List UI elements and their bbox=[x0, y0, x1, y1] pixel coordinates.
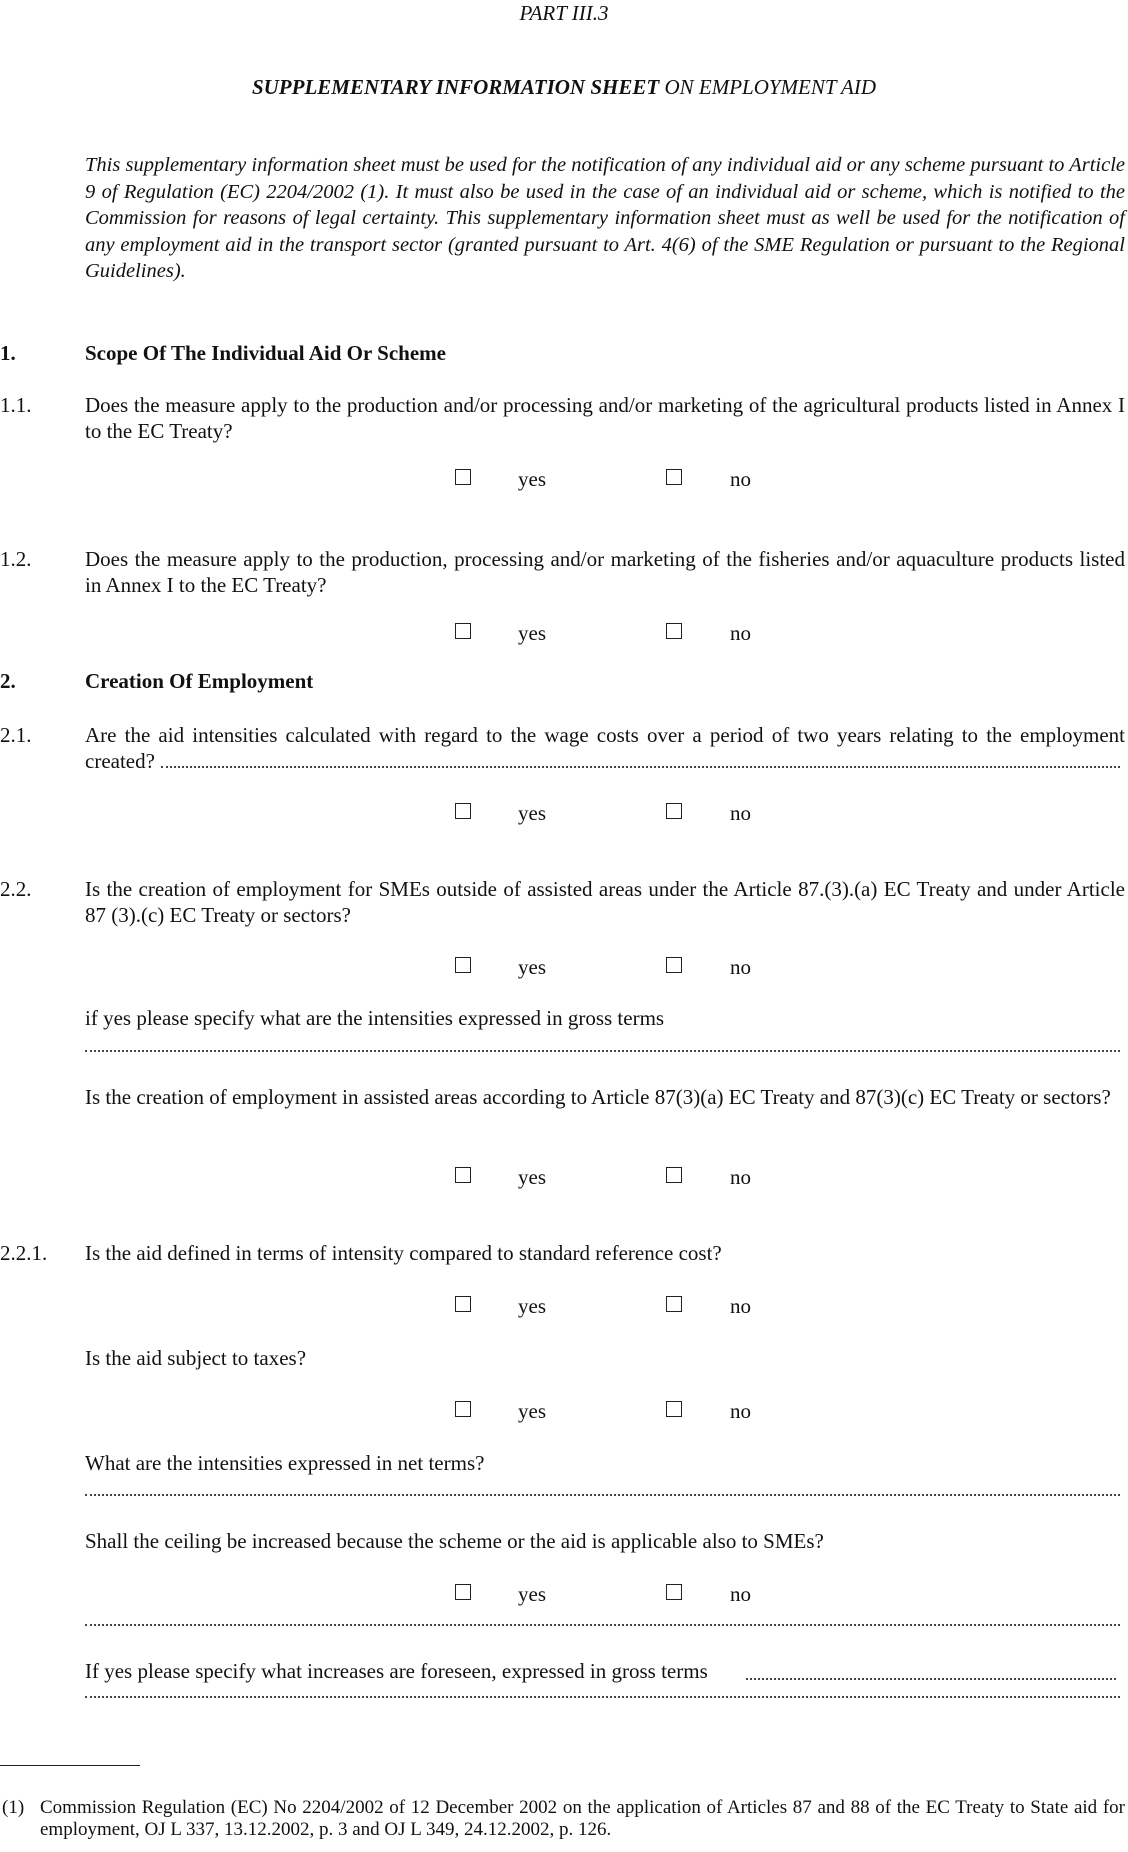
q221-taxes-no-label: no bbox=[730, 1399, 751, 1423]
q21-text: Are the aid intensities calculated with regard to the wage costs over a period of two years relating to the employment created? bbox=[85, 723, 1125, 773]
q11-yes-label: yes bbox=[518, 467, 546, 491]
q221-net-question: What are the intensities expressed in net terms? bbox=[85, 1451, 485, 1475]
q12-yes-label: yes bbox=[518, 621, 546, 645]
q221-taxes-no-checkbox[interactable] bbox=[666, 1401, 682, 1417]
q221-net-answer-line[interactable] bbox=[85, 1494, 1120, 1496]
q221-ceiling-yes-checkbox[interactable] bbox=[455, 1584, 471, 1600]
q221-options bbox=[0, 1293, 1128, 1319]
q221-no-checkbox[interactable] bbox=[666, 1296, 682, 1312]
q221-increase-answer-line[interactable] bbox=[85, 1696, 1120, 1698]
section-2-number: 2. bbox=[0, 669, 16, 693]
q22-no-label: no bbox=[730, 955, 751, 979]
q12-text: Does the measure apply to the production, processing and/or marketing of the fisheries and/or aquaculture products listed in Annex I to the EC Treaty? bbox=[85, 547, 1125, 597]
q22-no-checkbox[interactable] bbox=[666, 957, 682, 973]
q12-yes-checkbox[interactable] bbox=[455, 623, 471, 639]
q221-yes-label: yes bbox=[518, 1294, 546, 1318]
q22-yes-checkbox[interactable] bbox=[455, 957, 471, 973]
sheet-title-bold: SUPPLEMENTARY INFORMATION SHEET bbox=[251, 75, 660, 99]
q221-ceiling-yes-label: yes bbox=[518, 1582, 546, 1606]
q221-taxes-question: Is the aid subject to taxes? bbox=[85, 1346, 307, 1370]
q22-text: Is the creation of employment for SMEs outside of assisted areas under the Article 87.(3).(a) EC Treaty and under Article 87 (3).(c) EC Treaty or sectors? bbox=[85, 877, 1125, 927]
q221-increase-answer-inline[interactable] bbox=[746, 1678, 1116, 1680]
sheet-title-rest: ON EMPLOYMENT AID bbox=[659, 75, 877, 99]
q12-no-checkbox[interactable] bbox=[666, 623, 682, 639]
part-label: PART III.3 bbox=[519, 1, 609, 25]
q22-gross-intensity-answer-line[interactable] bbox=[85, 1050, 1120, 1052]
intro-paragraph: This supplementary information sheet must be used for the notification of any individual aid or any scheme pursuant to Article 9 of Regulation (EC) 2204/2002 (1). It must also be used in the case of an individual aid or scheme, which is notified to the Commission for reasons of legal certainty. This supplementary information sheet must as well be used for the notification of any employment aid in the transport sector (granted pursuant to Art. 4(6) of the SME Regulation or pursuant to the Regional Guidelines). bbox=[85, 154, 1125, 282]
q11-text: Does the measure apply to the production and/or processing and/or marketing of the agricultural products listed in Annex I to the EC Treaty? bbox=[85, 393, 1125, 443]
q11-yes-checkbox[interactable] bbox=[455, 469, 471, 485]
q12-no-label: no bbox=[730, 621, 751, 645]
q11-options bbox=[0, 466, 1128, 492]
footnote-text: Commission Regulation (EC) No 2204/2002 of 12 December 2002 on the application of Articles 87 and 88 of the EC Treaty to State aid for employment, OJ L 337, 13.12.2002, p. 3 and OJ L 349, 24.12.2002, p. 126. bbox=[40, 1797, 1125, 1840]
q21-answer-line[interactable] bbox=[161, 766, 1120, 768]
q22-assisted-no-checkbox[interactable] bbox=[666, 1167, 682, 1183]
q221-increase-question: If yes please specify what increases are foreseen, expressed in gross terms bbox=[85, 1659, 708, 1683]
q11-number: 1.1. bbox=[0, 393, 32, 417]
q11-no-label: no bbox=[730, 467, 751, 491]
q22-assisted-areas-question: Is the creation of employment in assisted areas according to Article 87(3)(a) EC Treaty and 87(3)(c) EC Treaty or sectors? bbox=[85, 1085, 1111, 1109]
q12-number: 1.2. bbox=[0, 547, 32, 571]
q22-assisted-no-label: no bbox=[730, 1165, 751, 1189]
q21-options bbox=[0, 800, 1128, 826]
q221-ceiling-answer-line[interactable] bbox=[85, 1624, 1120, 1626]
q22-assisted-options bbox=[0, 1164, 1128, 1190]
q221-taxes-options bbox=[0, 1398, 1128, 1424]
section-1-number: 1. bbox=[0, 341, 16, 365]
q22-options bbox=[0, 954, 1128, 980]
q11-no-checkbox[interactable] bbox=[666, 469, 682, 485]
q221-ceiling-options bbox=[0, 1581, 1128, 1607]
q221-number: 2.2.1. bbox=[0, 1241, 48, 1265]
q22-gross-intensity-prompt: if yes please specify what are the intensities expressed in gross terms bbox=[85, 1006, 665, 1030]
footnote-mark: (1) bbox=[2, 1797, 25, 1818]
footnote-separator bbox=[0, 1765, 140, 1766]
q22-number: 2.2. bbox=[0, 877, 32, 901]
section-2-title: Creation Of Employment bbox=[85, 669, 314, 693]
q21-yes-checkbox[interactable] bbox=[455, 803, 471, 819]
q221-yes-checkbox[interactable] bbox=[455, 1296, 471, 1312]
q21-no-label: no bbox=[730, 801, 751, 825]
q21-number: 2.1. bbox=[0, 723, 32, 747]
q221-ceiling-no-label: no bbox=[730, 1582, 751, 1606]
q22-assisted-yes-label: yes bbox=[518, 1165, 546, 1189]
q22-yes-label: yes bbox=[518, 955, 546, 979]
q12-options bbox=[0, 620, 1128, 646]
section-1-title: Scope Of The Individual Aid Or Scheme bbox=[85, 341, 446, 365]
q21-no-checkbox[interactable] bbox=[666, 803, 682, 819]
q22-assisted-yes-checkbox[interactable] bbox=[455, 1167, 471, 1183]
q221-ceiling-question: Shall the ceiling be increased because the scheme or the aid is applicable also to SMEs? bbox=[85, 1529, 824, 1553]
q221-taxes-yes-label: yes bbox=[518, 1399, 546, 1423]
q21-yes-label: yes bbox=[518, 801, 546, 825]
q221-taxes-yes-checkbox[interactable] bbox=[455, 1401, 471, 1417]
q221-ceiling-no-checkbox[interactable] bbox=[666, 1584, 682, 1600]
q221-text: Is the aid defined in terms of intensity compared to standard reference cost? bbox=[85, 1241, 722, 1265]
sheet-title bbox=[0, 74, 1128, 100]
q221-no-label: no bbox=[730, 1294, 751, 1318]
